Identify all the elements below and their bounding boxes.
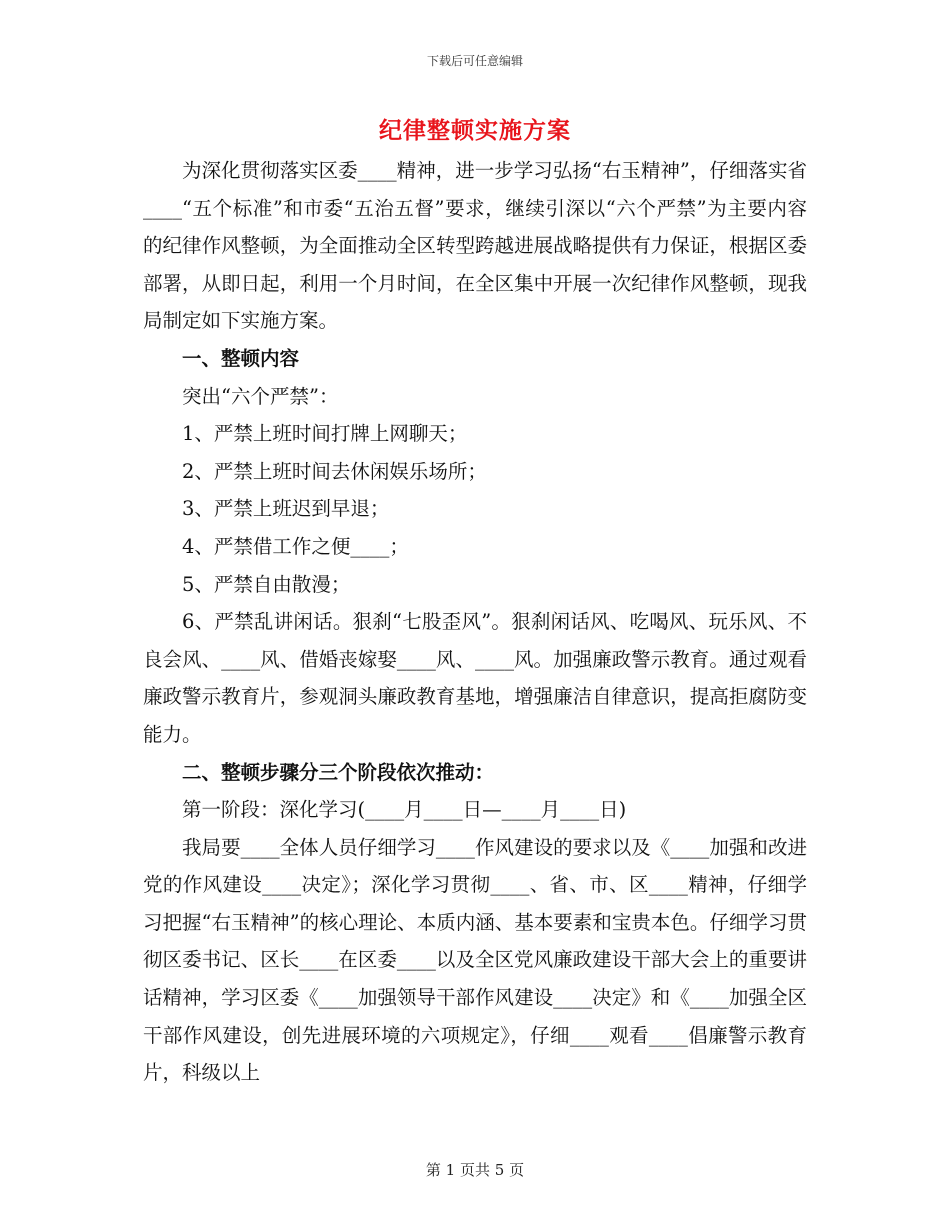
page-number: 第 1 页共 5 页	[425, 1161, 525, 1179]
prohibition-item-3: 3、严禁上班迟到早退；	[182, 497, 390, 521]
document-title: 纪律整顿实施方案	[379, 117, 571, 144]
section-heading-steps: 二、整顿步骤分三个阶段依次推动：	[182, 760, 495, 784]
prohibition-item-6: 6、严禁乱讲闲话。狠刹“七股歪风”。狠刹闲话风、吃喝风、玩乐风、不良会风、____风、借婚丧嫁娶____风、____风。加强廉政警示教育。通过观看廉政警示教育片，参观洞头廉政教育基地，增强廉洁自律意识，提高拒腐防变能力。	[143, 610, 807, 746]
section-heading-content: 一、整顿内容	[182, 346, 300, 370]
header-note: 下载后可任意编辑	[426, 54, 523, 68]
prohibition-item-1: 1、严禁上班时间打牌上网聊天；	[182, 422, 468, 446]
document-body	[143, 152, 807, 1092]
prohibition-item-2: 2、严禁上班时间去休闲娱乐场所；	[182, 459, 487, 483]
prohibition-item-4: 4、严禁借工作之便____；	[182, 534, 409, 558]
prohibition-item-5: 5、严禁自由散漫；	[182, 572, 351, 596]
stage-one-heading: 第一阶段：深化学习(____月____日—____月____日)	[182, 798, 627, 822]
prohibitions-intro: 突出“六个严禁”：	[182, 384, 339, 408]
stage-one-paragraph: 我局要____全体人员仔细学习____作风建设的要求以及《____加强和改进党的作风建设____决定》；深化学习贯彻____、省、市、区____精神，仔细学习把握“右玉精神”的核心理论、本质内涵、基本要素和宝贵本色。仔细学习贯彻区委书记、区长____在区委____以及全区党风廉政建设干部大会上的重要讲话精神，学习区委《____加强领导干部作风建设____决定》和《____加强全区干部作风建设，创先进展环境的六项规定》，仔细____观看____倡廉警示教育片，科级以上	[143, 835, 807, 1085]
intro-paragraph: 为深化贯彻落实区委____精神，进一步学习弘扬“右玉精神”，仔细落实省____“五个标准”和市委“五治五督”要求，继续引深以“六个严禁”为主要内容的纪律作风整顿，为全面推动全区转型跨越进展战略提供有力保证，根据区委部署，从即日起，利用一个月时间，在全区集中开展一次纪律作风整顿，现我局制定如下实施方案。	[143, 159, 807, 333]
